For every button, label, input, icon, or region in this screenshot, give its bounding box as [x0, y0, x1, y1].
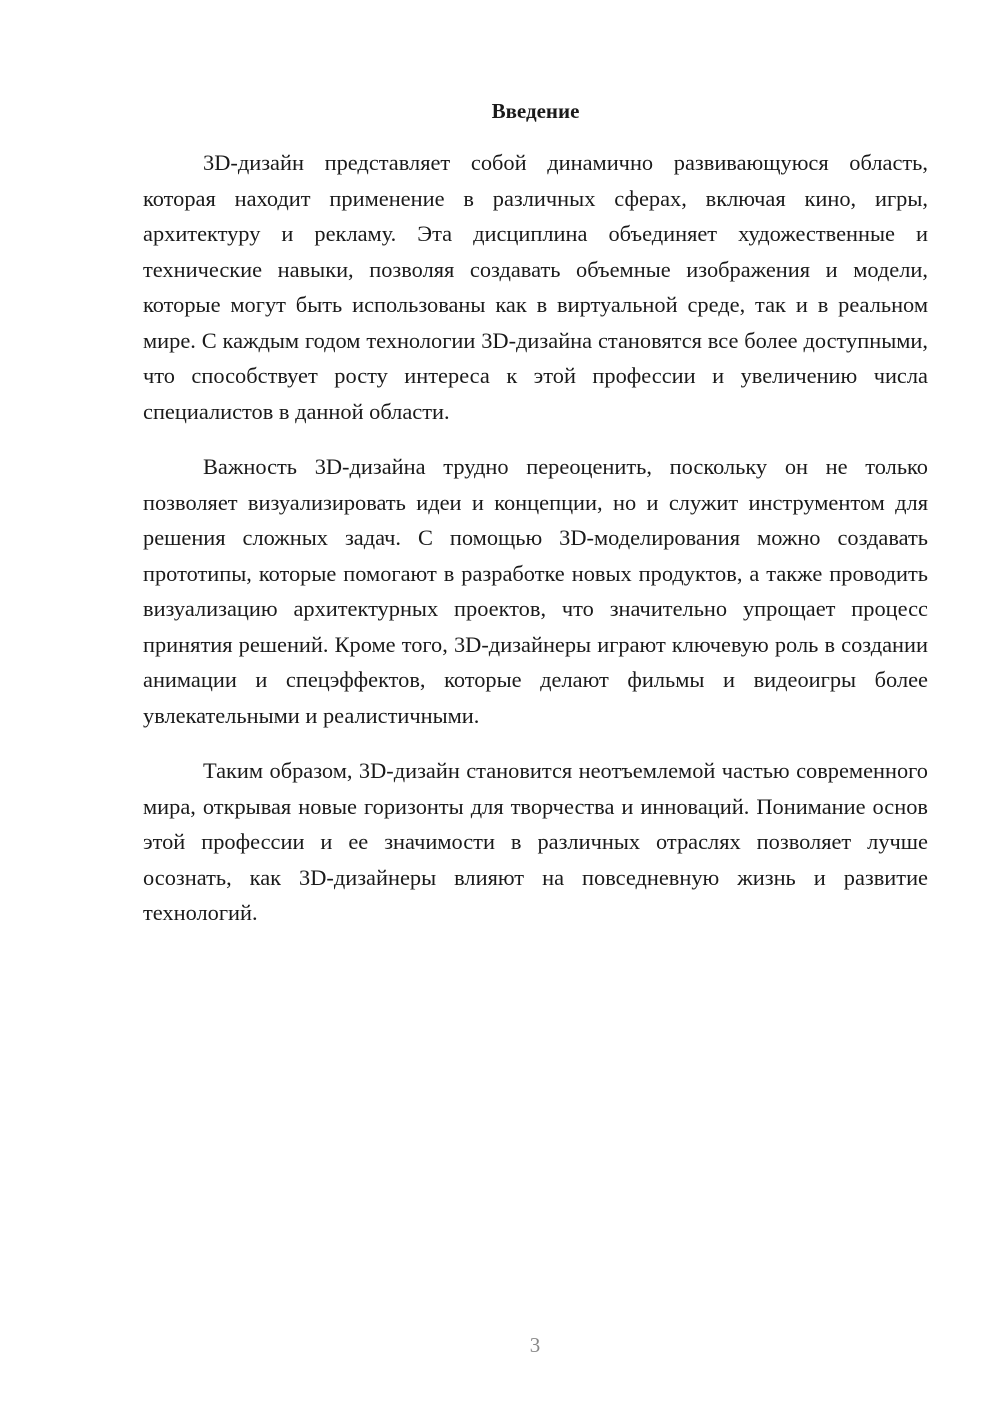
paragraph-1: 3D-дизайн представляет собой динамично развивающуюся область, которая находит применение в различных сферах, включая кино, игры, архитектуру и рекламу. Эта дисциплина объединяет художественные и технические навыки, позволяя создавать объемные изображения и модели, которые могут быть использованы как в виртуальной среде, так и в реальном мире. С каждым годом технологии 3D-дизайна становятся все более доступными, что способствует росту интереса к этой профессии и увеличению числа специалистов в данной области. [143, 150, 928, 424]
paragraph-2: Важность 3D-дизайна трудно переоценить, поскольку он не только позволяет визуализировать идеи и концепции, но и служит инструментом для решения сложных задач. С помощью 3D-моделирования можно создавать прототипы, которые помогают в разработке новых продуктов, а также проводить визуализацию архитектурных проектов, что значительно упрощает процесс принятия решений. Кроме того, 3D-дизайнеры играют ключевую роль в создании анимации и спецэффектов, которые делают фильмы и видеоигры более увлекательными и реалистичными. [143, 454, 928, 728]
paragraph-3: Таким образом, 3D-дизайн становится неотъемлемой частью современного мира, открывая новые горизонты для творчества и инноваций. Понимание основ этой профессии и ее значимости в различных отраслях позволяет лучше осознать, как 3D-дизайнеры влияют на повседневную жизнь и развитие технологий. [143, 758, 928, 925]
section-title: Введение [491, 99, 580, 123]
body-text [143, 145, 928, 951]
page-number: 3 [529, 1333, 541, 1357]
